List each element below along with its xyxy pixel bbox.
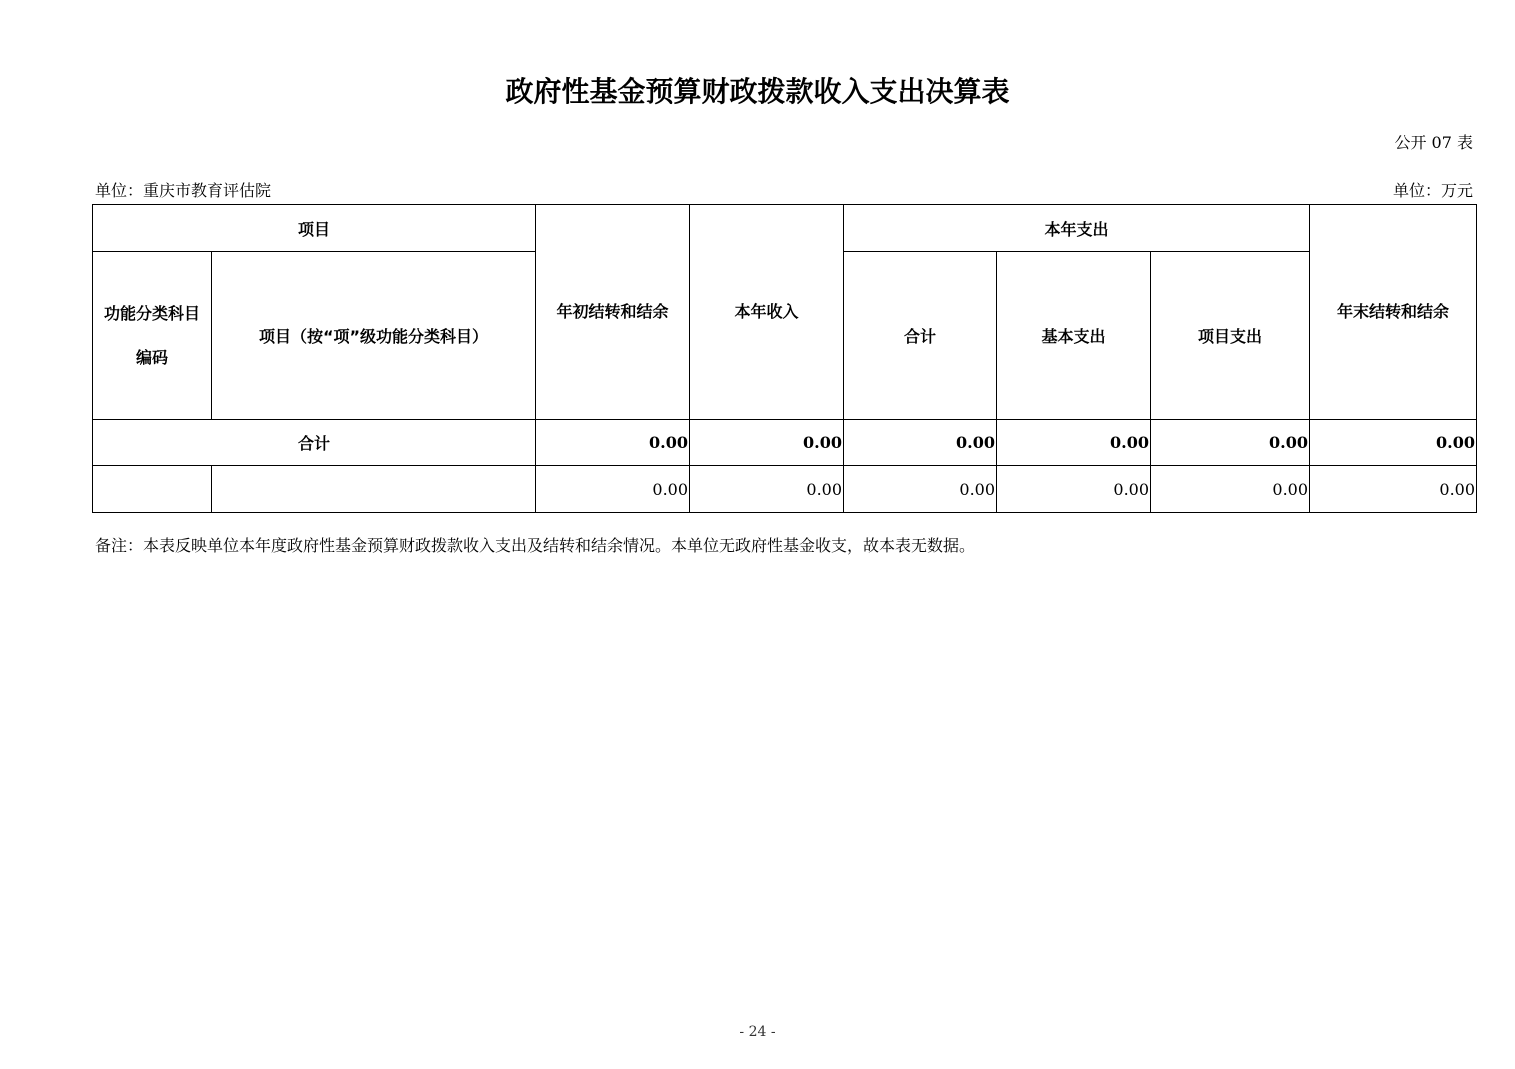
row-opening-balance: 0.00	[536, 466, 690, 513]
header-code-line-1: 功能分类科目	[103, 303, 200, 323]
row-name	[212, 466, 536, 513]
total-opening-balance: 0.00	[536, 420, 690, 466]
row-expense-project: 0.00	[1151, 466, 1310, 513]
total-current-income: 0.00	[690, 420, 844, 466]
total-closing-balance: 0.00	[1310, 420, 1477, 466]
row-current-income: 0.00	[690, 466, 844, 513]
page-number: - 24 -	[739, 1024, 776, 1040]
total-row-label: 合计	[93, 420, 536, 466]
form-number: 公开 07 表	[1394, 133, 1473, 152]
table-note: 备注：本表反映单位本年度政府性基金预算财政拨款收入支出及结转和结余情况。本单位无政府性基金收支，故本表无数据。	[95, 536, 976, 555]
total-row	[93, 420, 1477, 466]
table-row	[93, 466, 1477, 513]
header-expense-group: 本年支出	[844, 205, 1310, 252]
reporting-unit: 单位：重庆市教育评估院	[95, 181, 272, 200]
header-current-income: 本年收入	[690, 205, 844, 420]
row-code	[93, 466, 212, 513]
total-expense-basic: 0.00	[997, 420, 1151, 466]
header-expense-total: 合计	[844, 252, 997, 420]
header-project-group: 项目	[93, 205, 536, 252]
header-closing-balance: 年末结转和结余	[1310, 205, 1477, 420]
header-code-line-2: 编码	[135, 347, 168, 367]
total-expense-project: 0.00	[1151, 420, 1310, 466]
page-title: 政府性基金预算财政拨款收入支出决算表	[505, 75, 1010, 108]
header-expense-basic: 基本支出	[997, 252, 1151, 420]
budget-table	[92, 204, 1477, 513]
header-code-column	[93, 252, 212, 420]
row-closing-balance: 0.00	[1310, 466, 1477, 513]
row-expense-total: 0.00	[844, 466, 997, 513]
currency-unit: 单位：万元	[1392, 181, 1473, 200]
header-row-1	[93, 205, 1477, 252]
row-expense-basic: 0.00	[997, 466, 1151, 513]
total-expense-total: 0.00	[844, 420, 997, 466]
header-opening-balance: 年初结转和结余	[536, 205, 690, 420]
header-expense-project: 项目支出	[1151, 252, 1310, 420]
header-name-column: 项目（按“项”级功能分类科目）	[212, 252, 536, 420]
